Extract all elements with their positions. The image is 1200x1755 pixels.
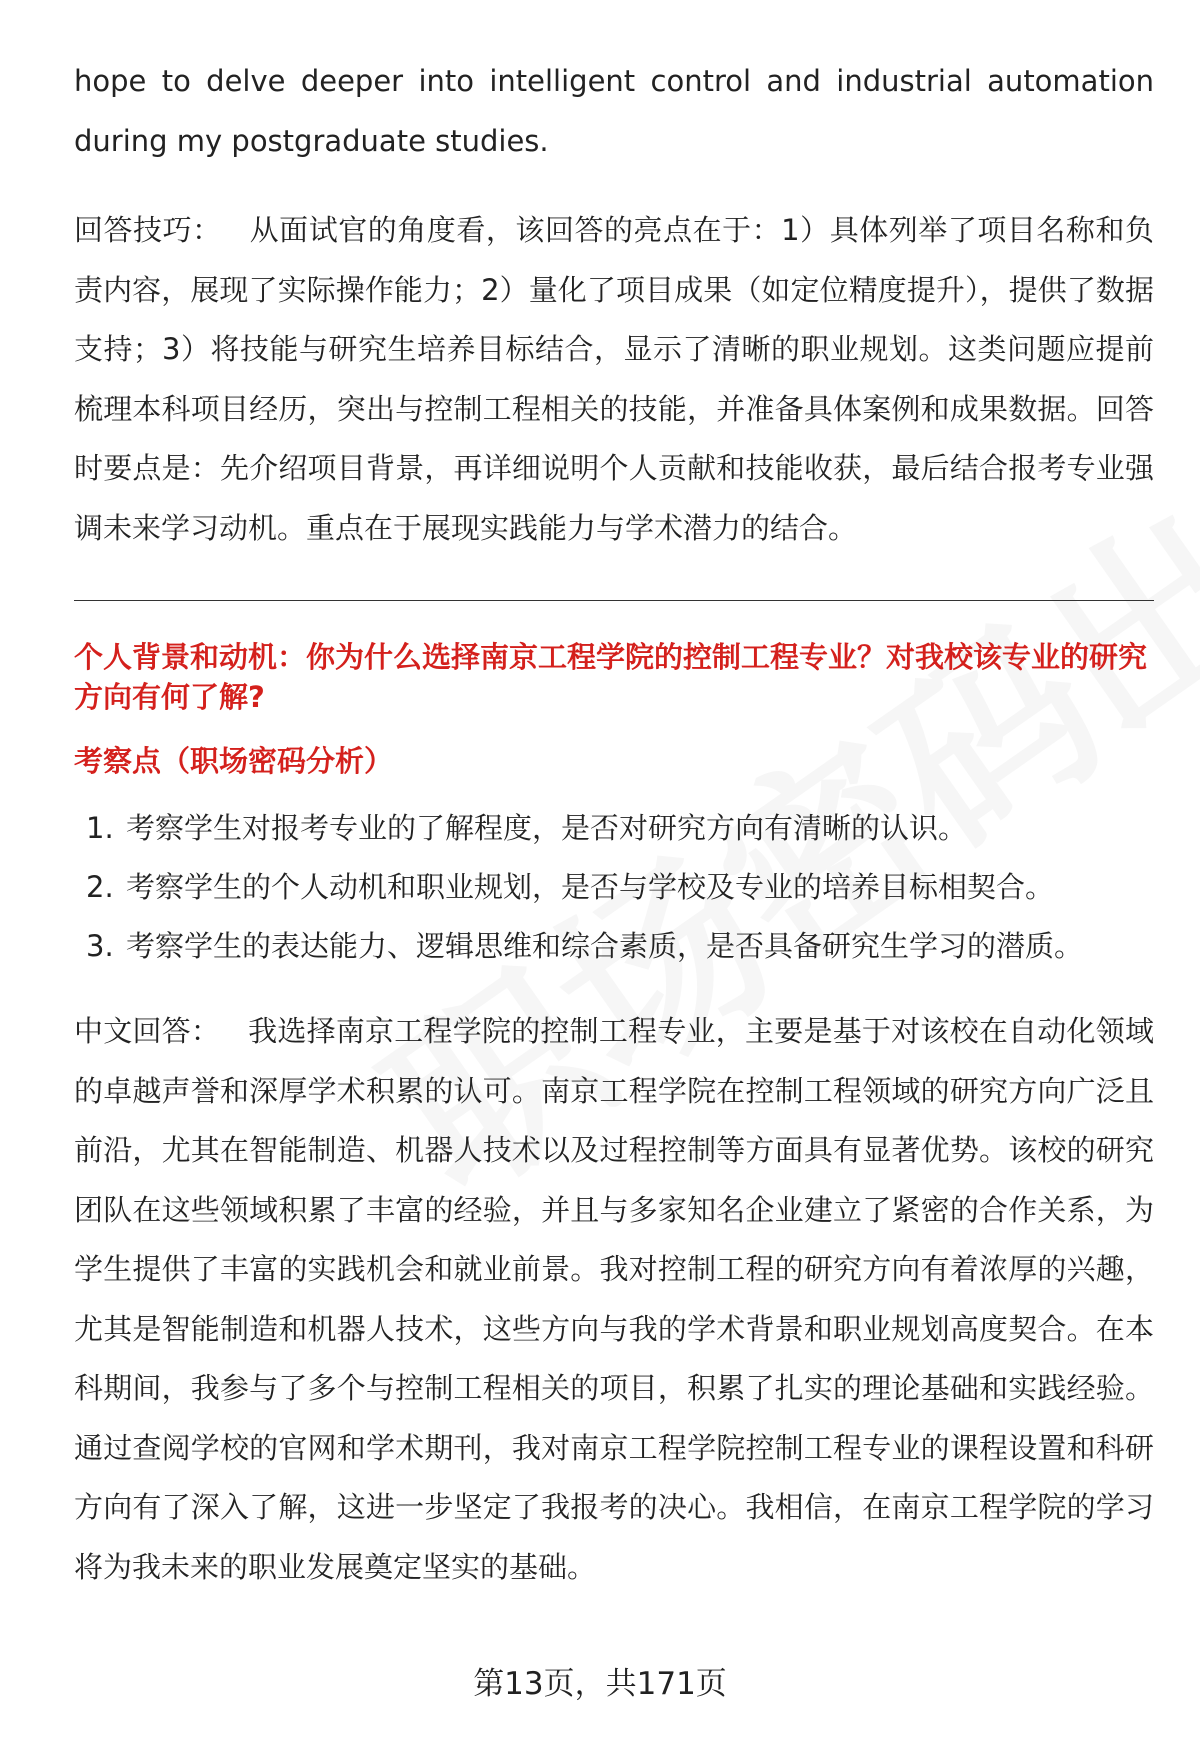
intro-continuation-paragraph: hope to delve deeper into intelligent control and industrial automation during my postgraduate studies. bbox=[74, 64, 1154, 158]
tips-label: 回答技巧： bbox=[74, 213, 222, 247]
analysis-item bbox=[74, 799, 1154, 858]
document-page bbox=[74, 52, 1154, 1597]
analysis-list bbox=[74, 799, 1154, 976]
tips-text: 从面试官的角度看，该回答的亮点在于：1）具体列举了项目名称和负责内容，展现了实际操作能力；2）量化了项目成果（如定位精度提升），提供了数据支持；3）将技能与研究生培养目标结合，显示了清晰的职业规划。这类问题应提前梳理本科项目经历，突出与控制工程相关的技能，并准备具体案例和成果数据。回答时要点是：先介绍项目背景，再详细说明个人贡献和技能收获，最后结合报考专业强调未来学习动机。重点在于展现实践能力与学术潜力的结合。 bbox=[74, 213, 1154, 545]
tips-paragraph bbox=[74, 201, 1154, 558]
answer-label: 中文回答： bbox=[74, 1014, 221, 1048]
answer-text: 我选择南京工程学院的控制工程专业，主要是基于对该校在自动化领域的卓越声誉和深厚学术积累的认可。南京工程学院在控制工程领域的研究方向广泛且前沿，尤其在智能制造、机器人技术以及过程控制等方面具有显著优势。该校的研究团队在这些领域积累了丰富的经验，并且与多家知名企业建立了紧密的合作关系，为学生提供了丰富的实践机会和就业前景。我对控制工程的研究方向有着浓厚的兴趣，尤其是智能制造和机器人技术，这些方向与我的学术背景和职业规划高度契合。在本科期间，我参与了多个与控制工程相关的项目，积累了扎实的理论基础和实践经验。通过查阅学校的官网和学术期刊，我对南京工程学院控制工程专业的课程设置和科研方向有了深入了解，这进一步坚定了我报考的决心。我相信，在南京工程学院的学习将为我未来的职业发展奠定坚实的基础。 bbox=[74, 1014, 1154, 1584]
list-number: 1. bbox=[86, 811, 114, 845]
list-item-text: 考察学生对报考专业的了解程度，是否对研究方向有清晰的认识。 bbox=[126, 811, 968, 845]
list-item-text: 考察学生的表达能力、逻辑思维和综合素质，是否具备研究生学习的潜质。 bbox=[126, 929, 1084, 963]
list-number: 2. bbox=[86, 870, 114, 904]
section-divider bbox=[74, 600, 1154, 601]
list-item-text: 考察学生的个人动机和职业规划，是否与学校及专业的培养目标相契合。 bbox=[126, 870, 1055, 904]
list-number: 3. bbox=[86, 929, 114, 963]
question-heading: 个人背景和动机：你为什么选择南京工程学院的控制工程专业？对我校该专业的研究方向有何了解? bbox=[74, 640, 1148, 714]
analysis-item bbox=[74, 917, 1154, 976]
analysis-item bbox=[74, 858, 1154, 917]
page-number-footer: 第13页，共171页 bbox=[473, 1666, 727, 1702]
answer-paragraph bbox=[74, 1002, 1154, 1597]
analysis-heading: 考察点（职场密码分析） bbox=[74, 744, 394, 778]
